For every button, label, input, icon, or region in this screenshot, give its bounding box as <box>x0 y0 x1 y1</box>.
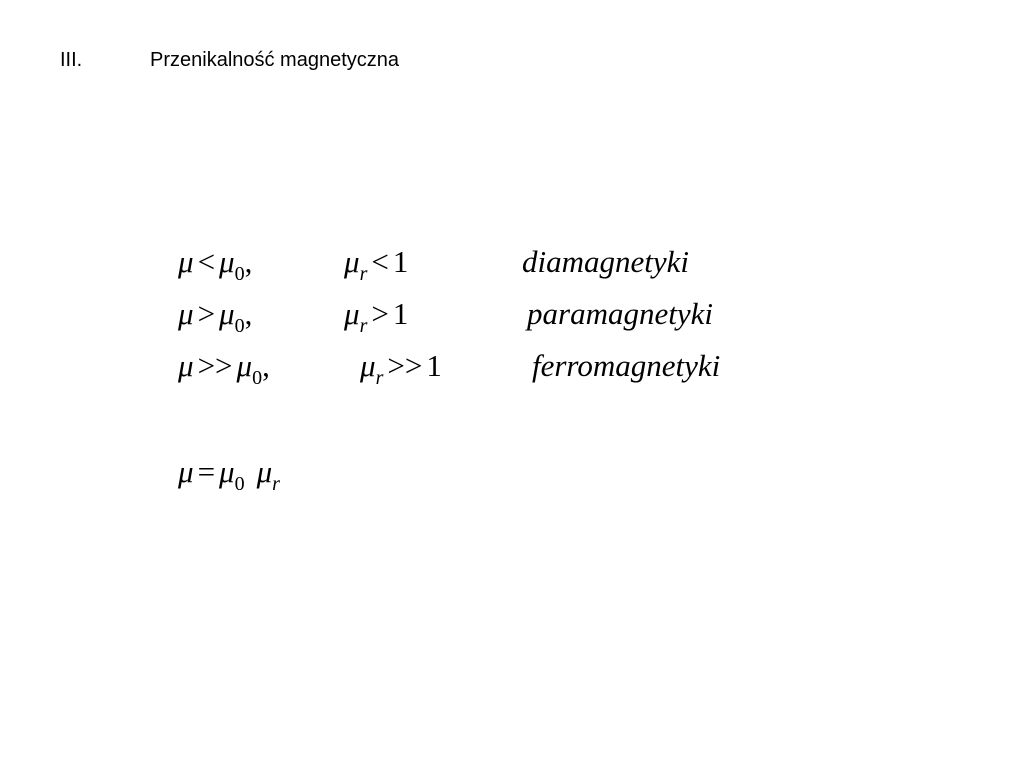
term-ferromagnetic: ferromagnetyki <box>532 348 721 383</box>
row-paramagnetic-relative <box>344 296 408 336</box>
value-one: 1 <box>426 348 442 383</box>
mu-symbol: μ <box>344 296 360 331</box>
comma: , <box>244 296 253 331</box>
comma: , <box>244 244 253 279</box>
relation-sign: >> <box>387 348 423 383</box>
mu-symbol: μ <box>178 348 194 383</box>
mu-symbol: μ <box>219 244 235 279</box>
row-diamagnetic-left <box>178 244 252 284</box>
equals-sign: = <box>197 454 216 489</box>
relation-sign: > <box>371 296 389 331</box>
relation-sign: < <box>197 244 216 279</box>
subscript-r: r <box>359 263 368 285</box>
term-diamagnetic: diamagnetyki <box>522 244 690 279</box>
row-diamagnetic-relative <box>344 244 408 284</box>
mu-symbol: μ <box>344 244 360 279</box>
subscript-r: r <box>272 473 280 495</box>
mu-symbol: μ <box>178 454 194 489</box>
relation-sign: > <box>197 296 216 331</box>
row-ferromagnetic-left <box>178 348 270 388</box>
subscript-r: r <box>375 367 384 389</box>
subscript-zero: 0 <box>252 367 263 389</box>
mu-symbol: μ <box>256 454 273 489</box>
mu-symbol: μ <box>236 348 253 383</box>
section-number: III. <box>60 49 83 71</box>
subscript-r: r <box>359 315 368 337</box>
term-paramagnetic: paramagnetyki <box>527 296 713 331</box>
subscript-zero: 0 <box>234 473 245 495</box>
subscript-zero: 0 <box>234 315 245 337</box>
slide-title: Przenikalność magnetyczna <box>150 49 400 71</box>
row-paramagnetic-left <box>178 296 252 336</box>
subscript-zero: 0 <box>234 263 245 285</box>
relation-sign: >> <box>197 348 233 383</box>
row-ferromagnetic-relative <box>360 348 442 388</box>
relation-sign: < <box>371 244 389 279</box>
value-one: 1 <box>392 244 409 279</box>
mu-symbol: μ <box>219 296 235 331</box>
permeability-formula <box>178 454 280 494</box>
mu-symbol: μ <box>219 454 235 489</box>
mu-symbol: μ <box>178 244 194 279</box>
value-one: 1 <box>392 296 409 331</box>
mu-symbol: μ <box>360 348 376 383</box>
mu-symbol: μ <box>178 296 194 331</box>
comma: , <box>262 348 270 383</box>
